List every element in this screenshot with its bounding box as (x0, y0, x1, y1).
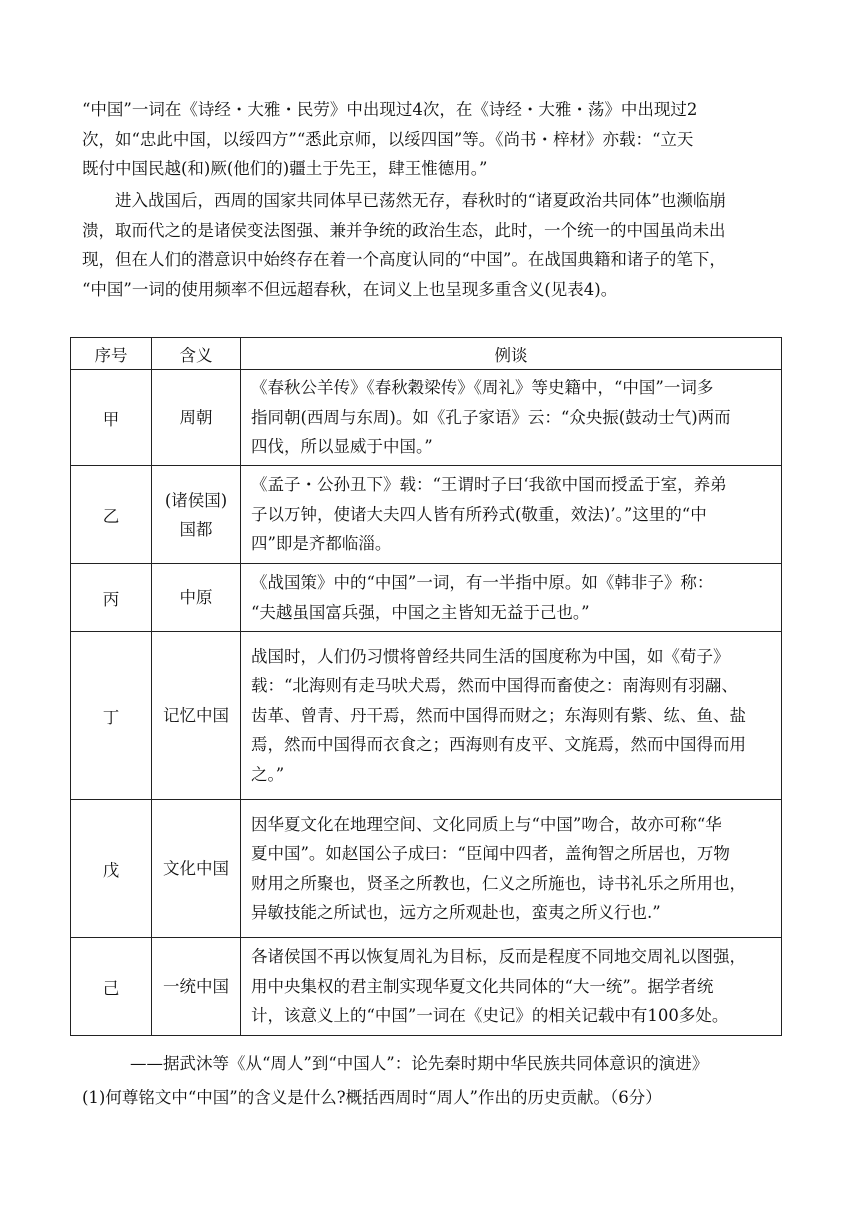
meaning-line: 周朝 (179, 408, 213, 427)
example-line: 各诸侯国不再以恢复周礼为目标，反而是程度不同地交周礼以图强， (251, 947, 746, 967)
row-meaning (152, 564, 241, 632)
example-line: 异敏技能之所试也，远方之所观赴也，蛮夷之所义行也.” (251, 903, 661, 922)
row-example (241, 938, 782, 1036)
example-line: 财用之所聚也，贤圣之所教也，仁义之所施也，诗书礼乐之所用也， (251, 873, 746, 893)
example-line: 指同朝(西周与东周)。如《孔子家语》云：“众央振(鼓动士气)两而 (251, 407, 731, 427)
example-line: 焉，然而中国得而衣食之；西海则有皮平、文旄焉，然而中国得而用 (251, 735, 746, 755)
table-row (71, 564, 782, 632)
paragraph-line: “中国”一词在《诗经・大雅・民劳》中出现过4次，在《诗经・大雅・荡》中出现过2 (82, 100, 698, 119)
meaning-table (70, 337, 782, 1036)
example-line: 因华夏文化在地理空间、文化同质上与“中国”吻合，故亦可称“华 (251, 814, 722, 834)
table-row (71, 800, 782, 938)
example-line: 计，该意义上的“中国”一词在《史记》的相关记载中有100多处。 (251, 1006, 729, 1026)
example-line: 之。” (251, 764, 285, 784)
row-meaning (152, 466, 241, 564)
warring-states-paragraph (82, 186, 782, 304)
meaning-line: 一统中国 (163, 977, 229, 996)
row-id: 丁 (71, 632, 152, 800)
header-example: 例谈 (241, 338, 782, 370)
header-index: 序号 (71, 338, 152, 370)
meaning-line: (诸侯国) (164, 490, 228, 510)
row-example (241, 632, 782, 800)
intro-paragraph (82, 95, 782, 184)
row-example (241, 564, 782, 632)
table-row (71, 370, 782, 466)
row-example (241, 370, 782, 466)
row-id: 甲 (71, 370, 152, 466)
example-line: 《战国策》中的“中国”一词，有一半指中原。如《韩非子》称： (251, 573, 714, 592)
row-meaning (152, 938, 241, 1036)
example-line: 《春秋公羊传》《春秋穀梁传》《周礼》等史籍中，“中国”一词多 (251, 378, 714, 398)
example-line: 《孟子・公孙丑下》载：“王谓时子曰‘我欲中国而授孟于室，养弟 (251, 475, 727, 495)
paragraph-line: 既付中国民越(和)厥(他们的)疆土于先王，肆王惟德用。” (82, 159, 488, 178)
meaning-line: 中原 (179, 588, 213, 607)
example-line: 四”即是齐都临淄。 (251, 534, 392, 554)
table-row (71, 938, 782, 1036)
row-example (241, 466, 782, 564)
paragraph-line: 溃，取而代之的是诸侯变法图强、兼并争统的政治生态，此时，一个统一的中国虽尚未出 (82, 220, 726, 240)
table-row (71, 632, 782, 800)
row-meaning (152, 370, 241, 466)
row-example (241, 800, 782, 938)
example-line: 战国时，人们仍习惯将曾经共同生活的国度称为中国，如《荀子》 (251, 646, 730, 666)
row-meaning (152, 800, 241, 938)
table-row (71, 466, 782, 564)
example-line: 四伐，所以显威于中国。” (251, 437, 433, 457)
paragraph-line: 现，但在人们的潜意识中始终存在着一个高度认同的“中国”。在战国典籍和诸子的笔下， (82, 250, 726, 269)
example-line: “夫越虽国富兵强，中国之主皆知无益于己也。” (251, 602, 590, 622)
meaning-line: 记忆中国 (163, 706, 229, 725)
meaning-line: 国都 (179, 519, 213, 539)
question-text: (1)何尊铭文中“中国”的含义是什么?概括西周时“周人”作出的历史贡献。（6分） (82, 1088, 662, 1107)
row-id: 丙 (71, 564, 152, 632)
example-line: 齿革、曾青、丹干焉，然而中国得而财之；东海则有紫、纮、鱼、盐 (251, 705, 746, 725)
paragraph-line: 进入战国后，西周的国家共同体早已荡然无存，春秋时的“诸夏政治共同体”也濒临崩 (115, 191, 726, 210)
row-id: 己 (71, 938, 152, 1036)
row-meaning (152, 632, 241, 800)
row-id: 戊 (71, 800, 152, 938)
row-id: 乙 (71, 466, 152, 564)
example-line: 子以万钟，使诸大夫四人皆有所矜式(敬重，效法)’。”这里的“中 (251, 504, 707, 524)
table-header-row (71, 338, 782, 370)
example-line: 夏中国”。如赵国公子成曰：“臣闻中四者，盖徇智之所居也，万物 (251, 844, 730, 863)
paragraph-line: “中国”一词的使用频率不但远超春秋，在词义上也呈现多重含义(见表4)。 (82, 279, 618, 299)
meaning-line: 文化中国 (163, 859, 229, 878)
example-line: 载：“北海则有走马吠犬焉，然而中国得而畜使之：南海则有羽翮、 (251, 676, 738, 696)
paragraph-line: 次，如“忠此中国，以绥四方”“悉此京师，以绥四国”等。《尚书・梓材》亦载：“立天 (82, 129, 694, 149)
example-line: 用中央集权的君主制实现华夏文化共同体的“大一统”。据学者统 (251, 976, 714, 996)
header-meaning: 含义 (152, 338, 241, 370)
source-citation: ——据武沐等《从“周人”到“中国人”：论先秦时期中华民族共同体意识的演进》 (130, 1054, 709, 1073)
